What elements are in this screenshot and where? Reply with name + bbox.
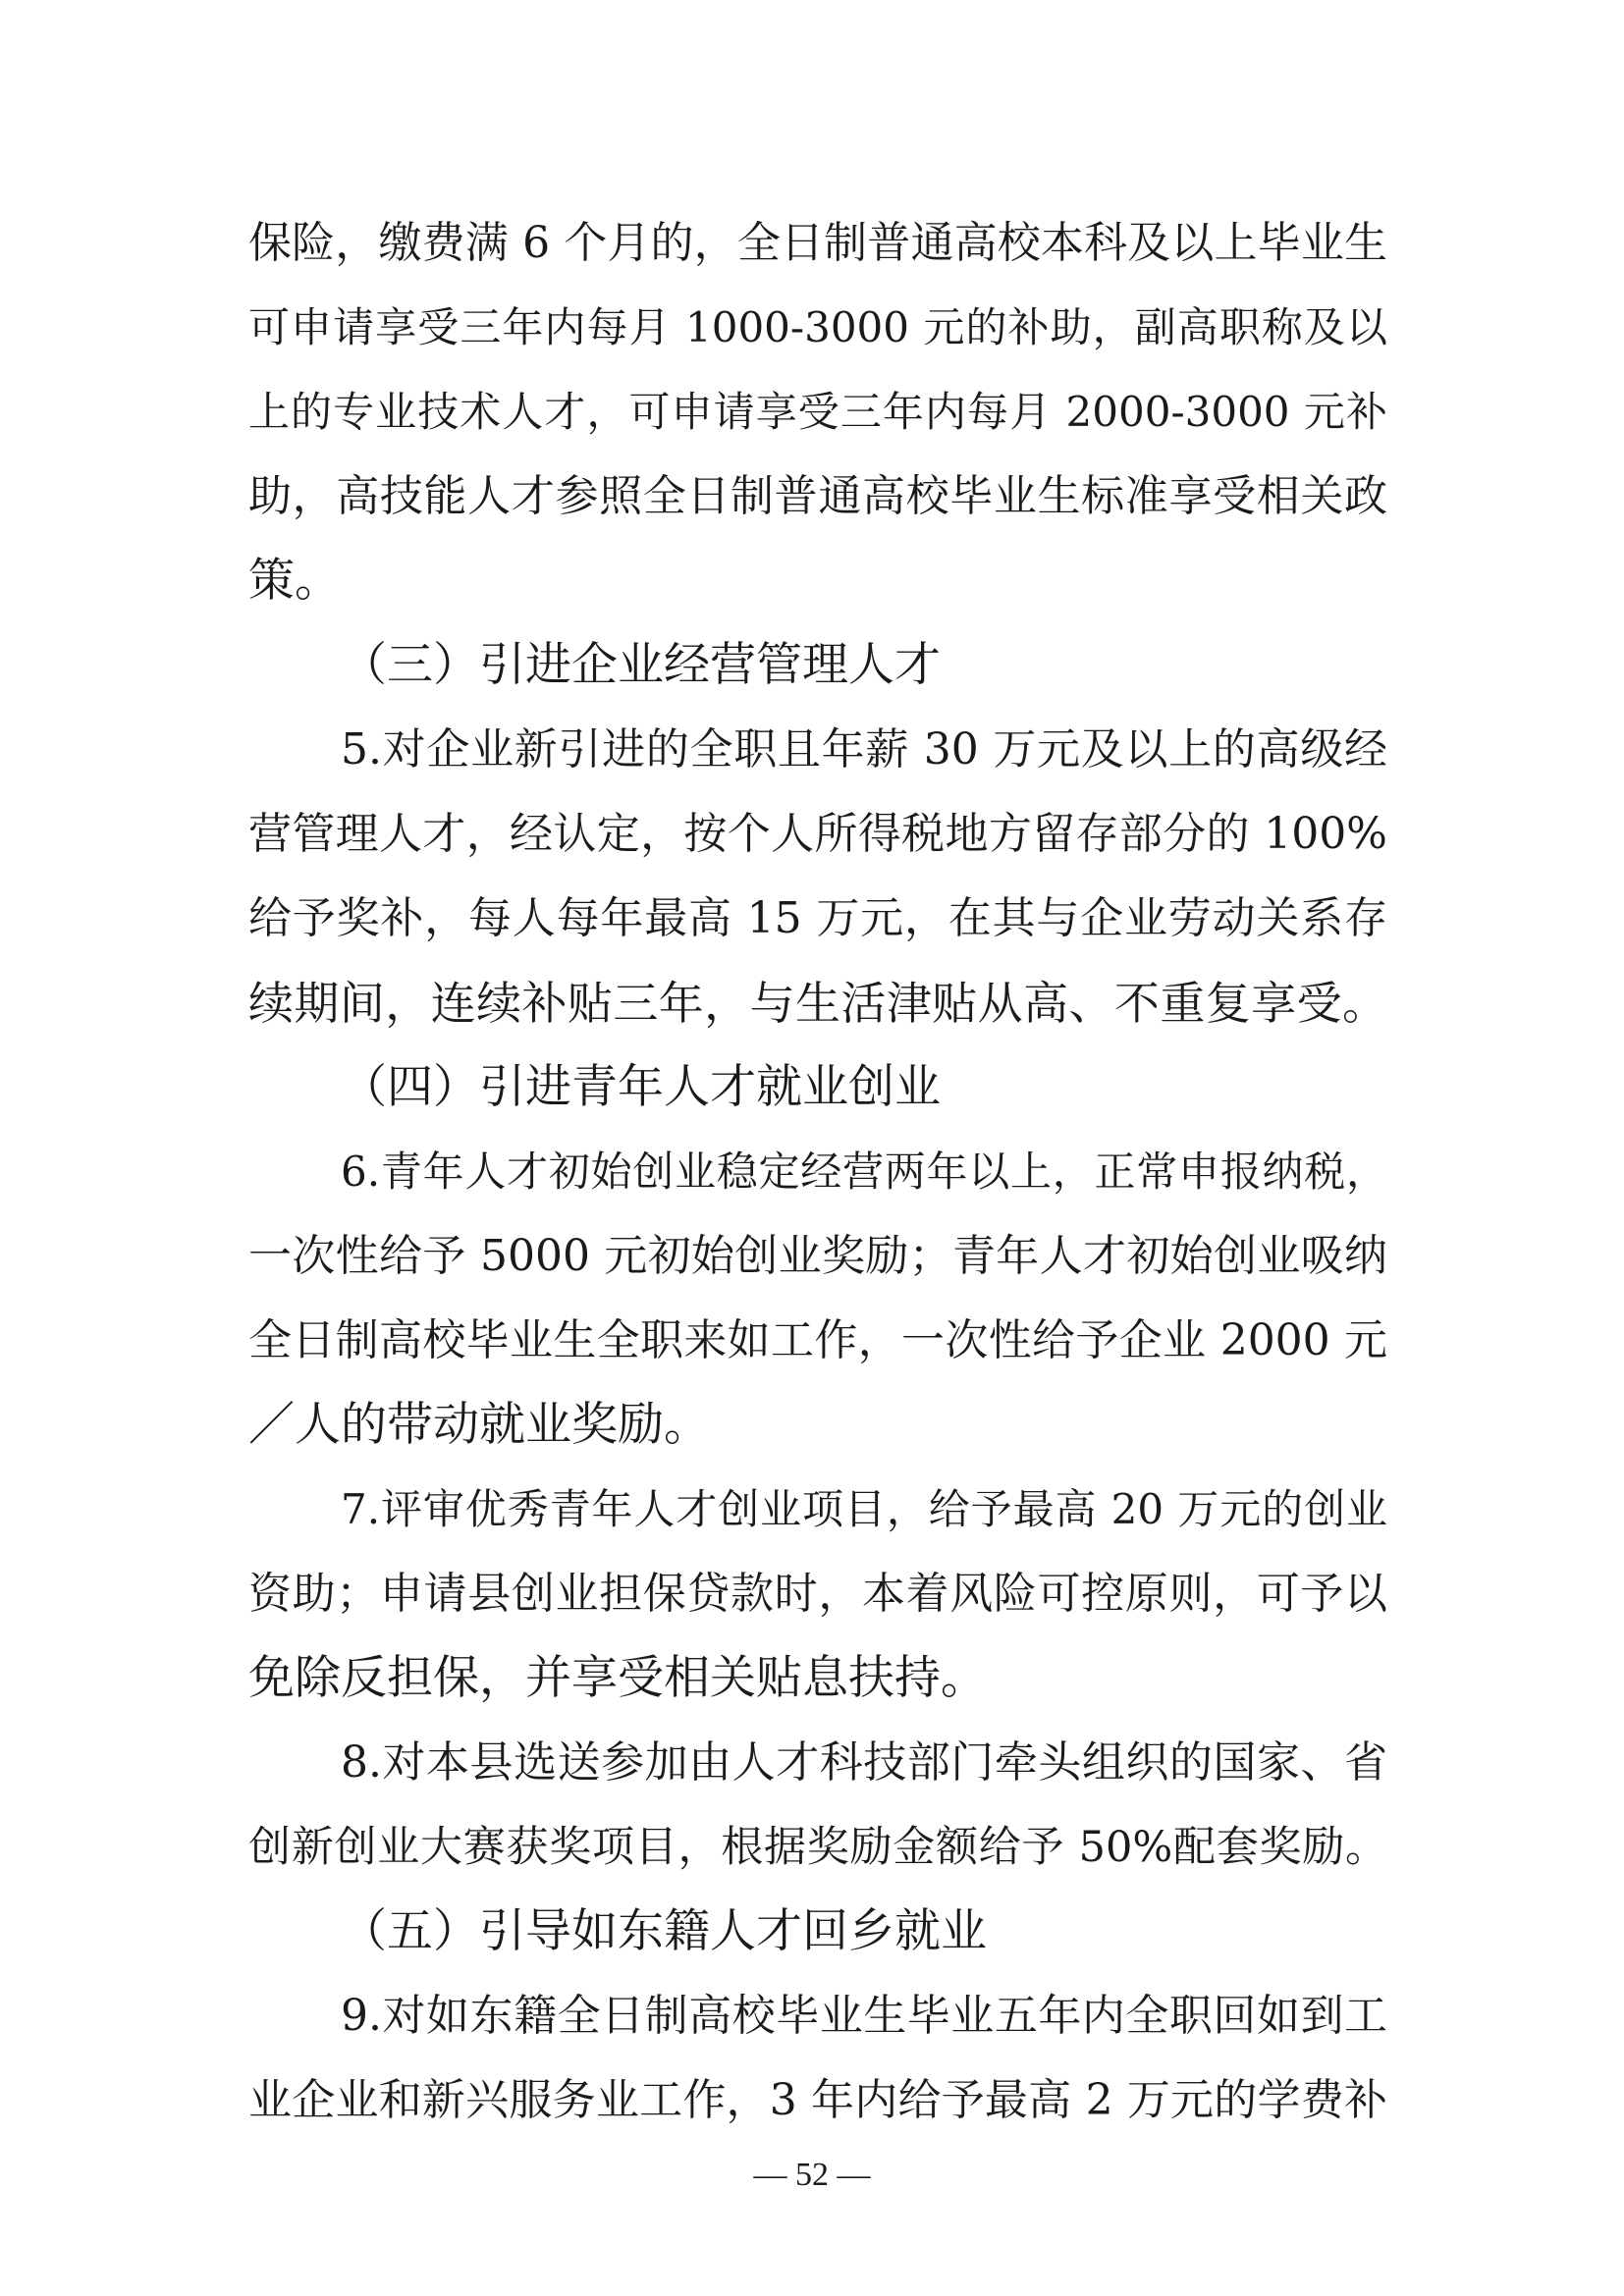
text-line: 保险，缴费满 6 个月的，全日制普通高校本科及以上毕业生 — [248, 218, 1387, 268]
text-line: 5.对企业新引进的全职且年薪 30 万元及以上的高级经 — [341, 724, 1387, 774]
text-line: 给予奖补，每人每年最高 15 万元，在其与企业劳动关系存 — [248, 893, 1387, 943]
text-line: 营管理人才，经认定，按个人所得税地方留存部分的 100% — [248, 809, 1387, 859]
text-line: ／人的带动就业奖励。 — [248, 1398, 710, 1452]
text-line: 续期间，连续补贴三年，与生活津贴从高、不重复享受。 — [248, 977, 1387, 1030]
text-line: 策。 — [248, 554, 341, 608]
text-line: 上的专业技术人才，可申请享受三年内每月 2000-3000 元补 — [248, 388, 1387, 436]
text-line: 6.青年人才初始创业稳定经营两年以上，正常申报纳税， — [341, 1148, 1387, 1196]
text-line: 业企业和新兴服务业工作，3 年内给予最高 2 万元的学费补 — [248, 2075, 1387, 2125]
text-line: 全日制高校毕业生全职来如工作，一次性给予企业 2000 元 — [248, 1315, 1387, 1365]
text-line: 创新创业大赛获奖项目，根据奖励金额给予 50%配套奖励。 — [248, 1823, 1387, 1872]
section-heading: （三）引进企业经营管理人才 — [341, 638, 941, 692]
text-line: 9.对如东籍全日制高校毕业生毕业五年内全职回如到工 — [341, 1991, 1387, 2041]
text-line: 8.对本县选送参加由人才科技部门牵头组织的国家、省 — [341, 1737, 1387, 1788]
text-line: 可申请享受三年内每月 1000-3000 元的补助，副高职称及以 — [248, 303, 1387, 351]
text-line: 助，高技能人才参照全日制普通高校毕业生标准享受相关政 — [248, 471, 1387, 521]
text-line: 免除反担保，并享受相关贴息扶持。 — [248, 1651, 987, 1705]
text-line: 资助；申请县创业担保贷款时，本着风险可控原则，可予以 — [248, 1569, 1387, 1619]
section-heading: （五）引导如东籍人才回乡就业 — [341, 1904, 987, 1958]
document-body — [248, 201, 1387, 2143]
page-number: — 52 — — [753, 2157, 871, 2193]
text-line: 7.评审优秀青年人才创业项目，给予最高 20 万元的创业 — [341, 1485, 1387, 1533]
text-line: 一次性给予 5000 元初始创业奖励；青年人才初始创业吸纳 — [248, 1231, 1387, 1281]
section-heading: （四）引进青年人才就业创业 — [341, 1060, 941, 1114]
